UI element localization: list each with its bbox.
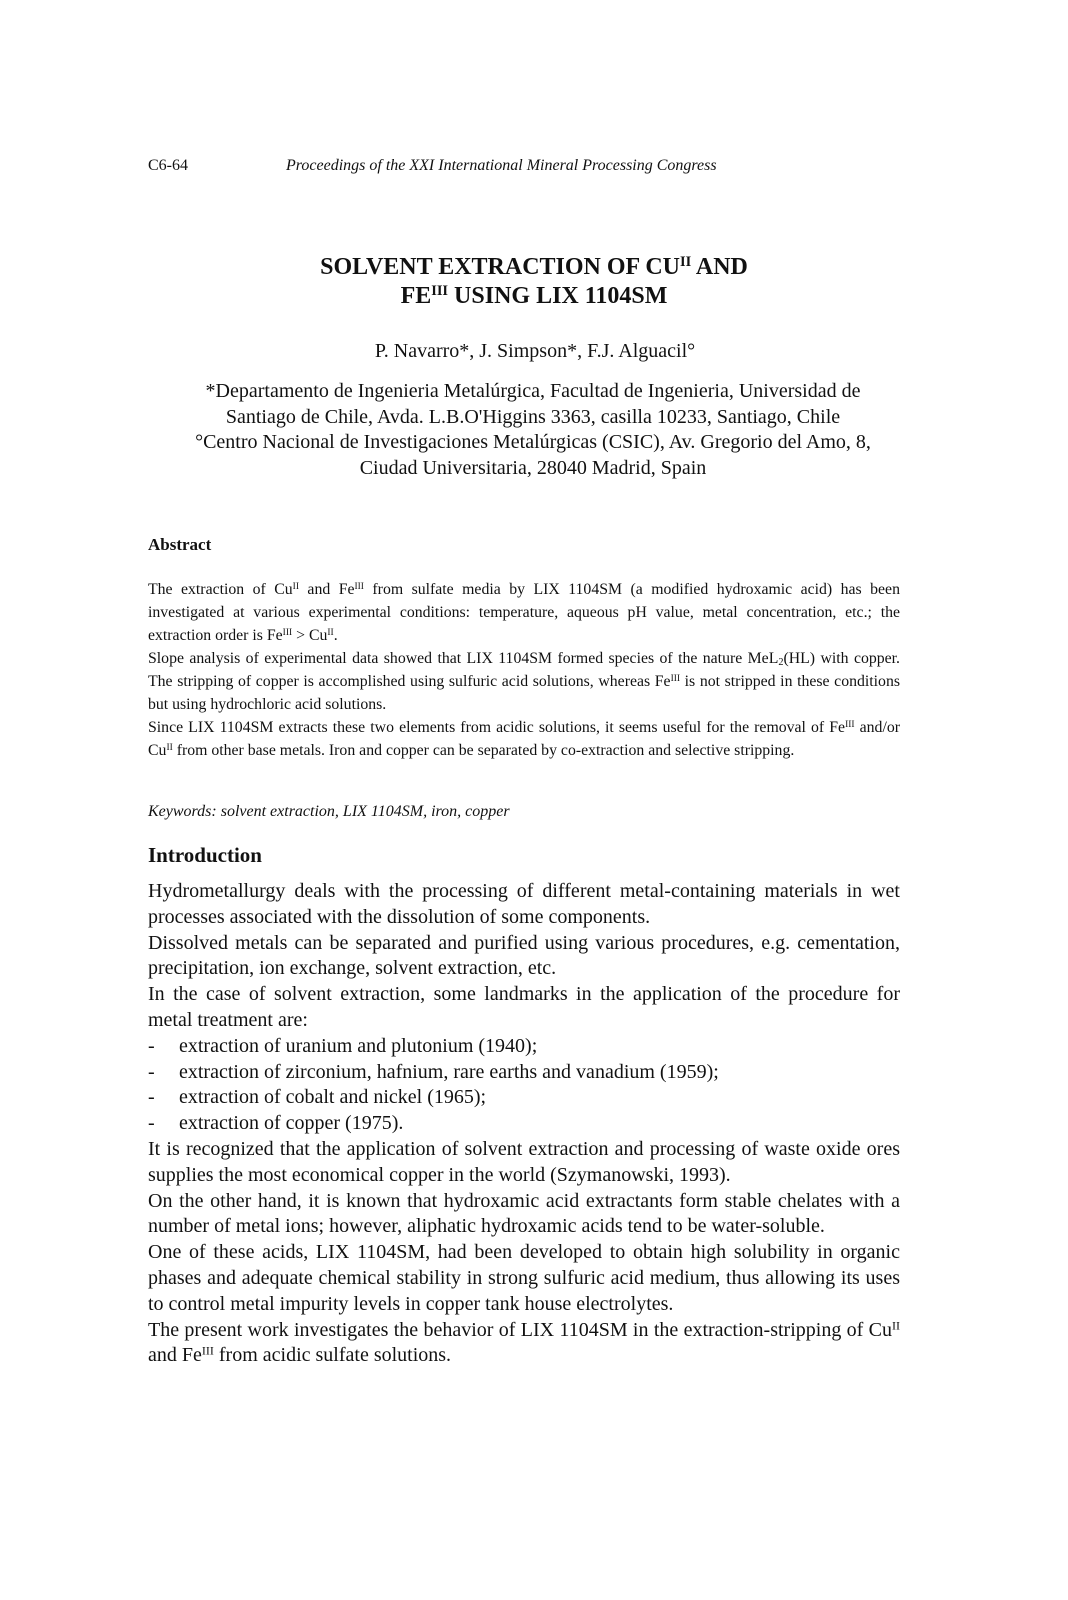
author-list: P. Navarro*, J. Simpson*, F.J. Alguacil° bbox=[374, 340, 696, 362]
intro-paragraph: One of these acids, LIX 1104SM, had been developed to obtain high solubility in organic phases and adequate chemical stability in strong sulfuric acid medium, thus allowing its uses to control metal impurity levels in copper tank house electrolytes. bbox=[148, 1241, 900, 1315]
affiliation-line: Ciudad Universitaria, 28040 Madrid, Spain bbox=[359, 456, 707, 479]
abstract-body bbox=[148, 578, 900, 762]
intro-paragraph: It is recognized that the application of solvent extraction and processing of waste oxide ores supplies the most economical copper in the world (Szymanowski, 1993). bbox=[148, 1137, 900, 1186]
journal-title: Proceedings of the XXI International Mineral Processing Congress bbox=[286, 157, 717, 174]
affiliation-line: Santiago de Chile, Avda. L.B.O'Higgins 3363, casilla 10233, Santiago, Chile bbox=[225, 405, 841, 428]
abstract-paragraph: Slope analysis of experimental data showed that LIX 1104SM formed species of the nature MeL$_2$(HL) with copper. The stripping of copper is accomplished using sulfuric acid solutions, whereas $Fe^{III}$ is not stripped in these conditions but using hydrochloric acid solutions. bbox=[148, 650, 901, 713]
title-line-1: SOLVENT EXTRACTION OF $CU^{II}$ AND bbox=[320, 254, 748, 280]
page-number: C6-64 bbox=[148, 157, 188, 174]
running-header bbox=[148, 157, 920, 179]
intro-paragraph: Hydrometallurgy deals with the processing of different metal-containing materials in wet processes associated with the dissolution of some components. bbox=[148, 880, 900, 928]
abstract-heading: Abstract bbox=[148, 535, 212, 554]
intro-paragraph: The present work investigates the behavior of LIX 1104SM in the extraction-stripping of $Cu^{II}$ and $Fe^{III}$ from acidic sulfate solutions. bbox=[148, 1317, 900, 1367]
affiliations bbox=[148, 379, 918, 481]
list-item: - extraction of cobalt and nickel (1965); bbox=[148, 1086, 487, 1109]
title-line-2: $FE^{III}$ USING LIX 1104SM bbox=[400, 283, 668, 309]
list-item: - extraction of uranium and plutonium (1940); bbox=[148, 1034, 538, 1057]
abstract-paragraph: The extraction of $Cu^{II}$ and $Fe^{III}$ from sulfate media by LIX 1104SM (a modified hydroxamic acid) has been investigated at various experimental conditions: temperature, aqueous pH value, metal concentration, etc.; the extraction order is $Fe^{III} > Cu^{II}$. bbox=[148, 581, 900, 644]
keywords: Keywords: solvent extraction, LIX 1104SM, iron, copper bbox=[148, 803, 510, 820]
intro-paragraph: On the other hand, it is known that hydroxamic acid extractants form stable chelates with a number of metal ions; however, aliphatic hydroxamic acids tend to be water-soluble. bbox=[148, 1189, 900, 1238]
intro-paragraph: Dissolved metals can be separated and purified using various procedures, e.g. cementation, precipitation, ion exchange, solvent extraction, etc. bbox=[148, 931, 900, 980]
landmarks-list bbox=[148, 1034, 900, 1137]
list-item: - extraction of copper (1975). bbox=[148, 1112, 404, 1135]
introduction-body bbox=[148, 879, 900, 1369]
paper-title bbox=[200, 253, 868, 311]
affiliation-line: *Departamento de Ingenieria Metalúrgica, Facultad de Ingenieria, Universidad de bbox=[205, 380, 861, 402]
list-item: - extraction of zirconium, hafnium, rare earths and vanadium (1959); bbox=[148, 1060, 719, 1083]
introduction-heading: Introduction bbox=[148, 843, 262, 867]
abstract-paragraph: Since LIX 1104SM extracts these two elements from acidic solutions, it seems useful for the removal of $Fe^{III}$ and/or $Cu^{II}$ from other base metals. Iron and copper can be separated by co-extraction and selective stripping. bbox=[148, 719, 900, 759]
affiliation-line: °Centro Nacional de Investigaciones Metalúrgicas (CSIC), Av. Gregorio del Amo, 8, bbox=[195, 431, 871, 453]
intro-paragraph: In the case of solvent extraction, some landmarks in the application of the procedure for metal treatment are: bbox=[148, 983, 900, 1031]
